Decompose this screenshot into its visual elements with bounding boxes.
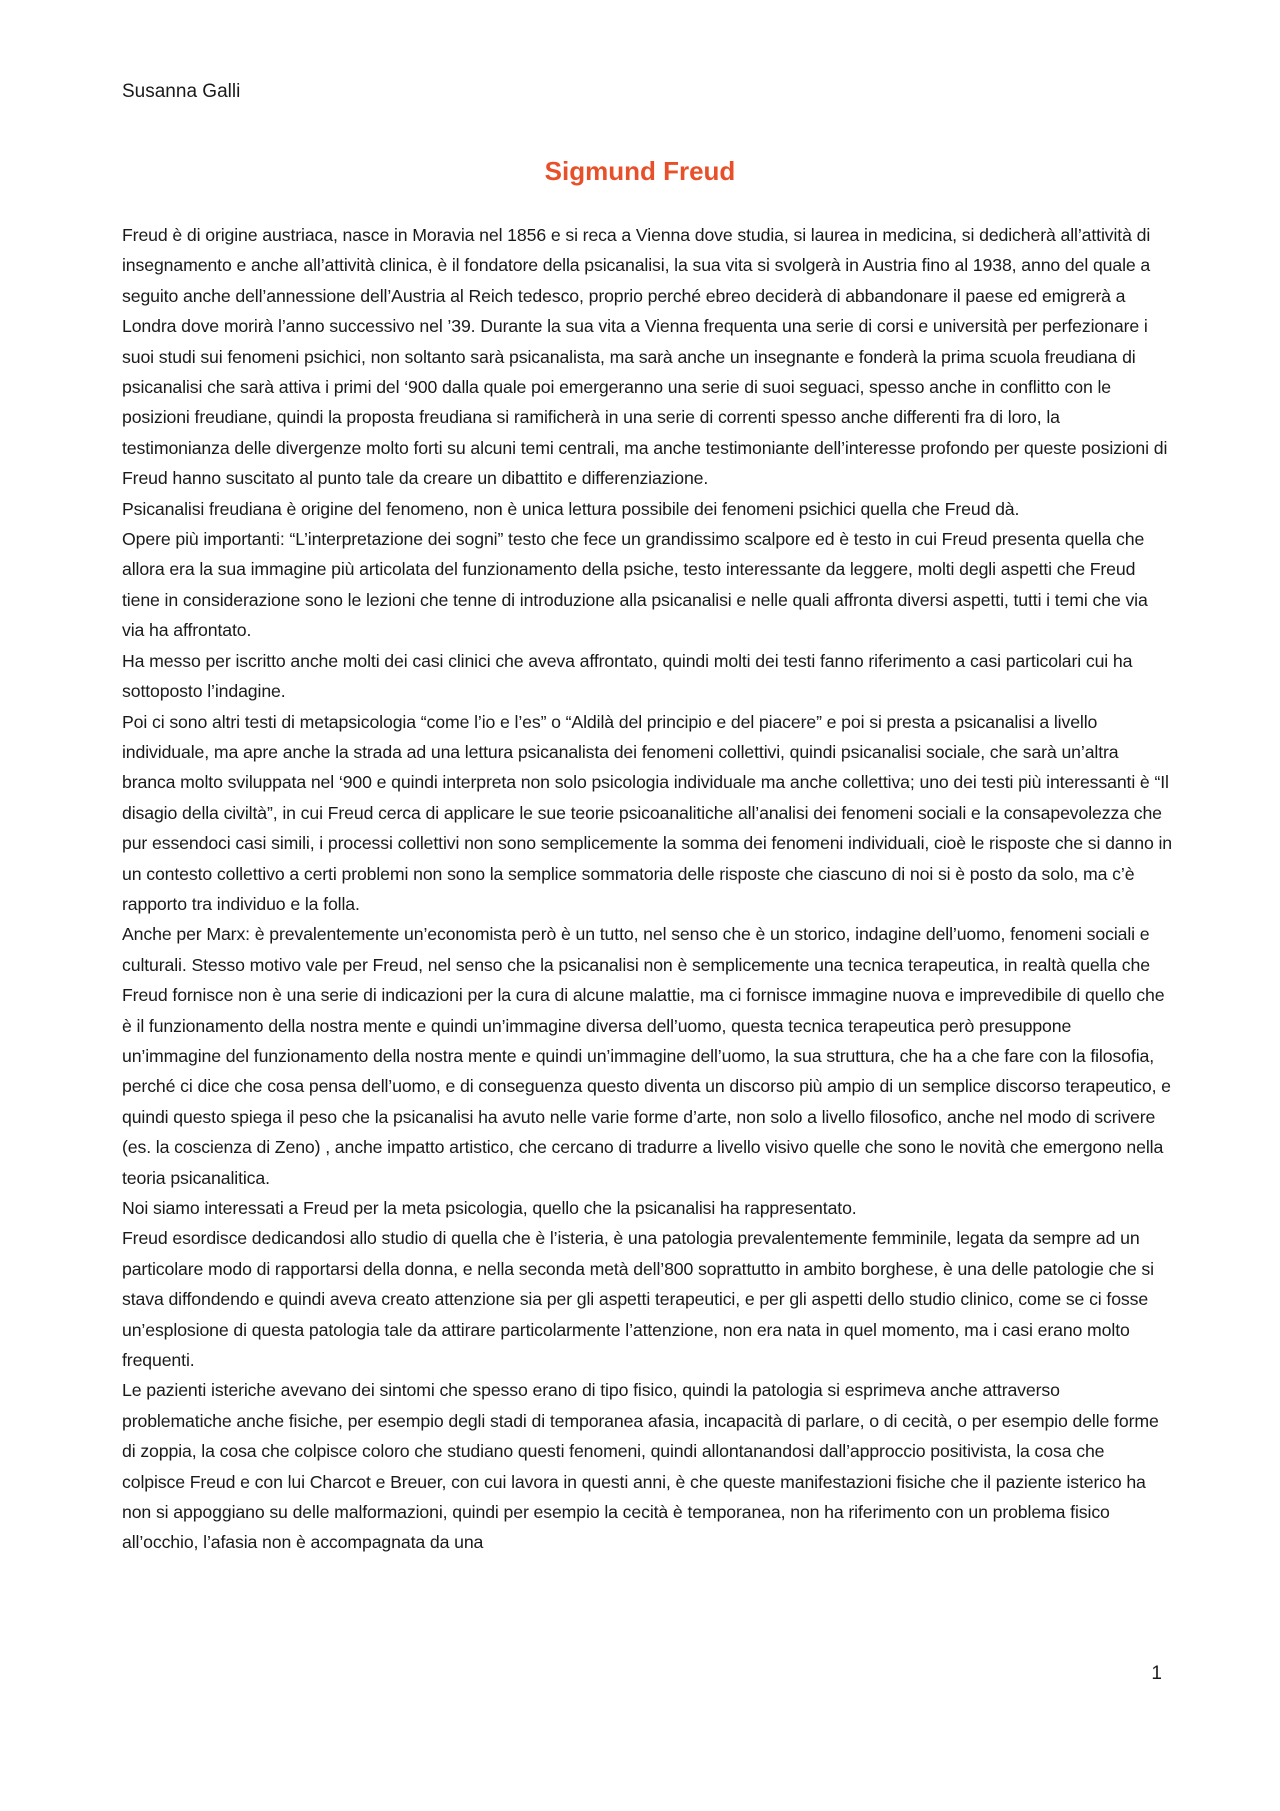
paragraph: Anche per Marx: è prevalentemente un’economista però è un tutto, nel senso che è un storico, indagine dell’uomo, fenomeni sociali e culturali. Stesso motivo vale per Freud, nel senso che la psicanalisi non è semplicemente una tecnica terapeutica, in realtà quella che Freud fornisce non è una serie di indicazioni per la cura di alcune malattie, ma ci fornisce immagine nuova e imprevedibile di quello che è il funzionamento della nostra mente e quindi un’immagine diversa dell’uomo, questa tecnica terapeutica però presuppone un’immagine del funzionamento della nostra mente e quindi un’immagine dell’uomo, la sua struttura, che ha a che fare con la filosofia, perché ci dice che cosa pensa dell’uomo, e di conseguenza questo diventa un discorso più ampio di un semplice discorso terapeutico, e quindi questo spiega il peso che la psicanalisi ha avuto nelle varie forme d’arte, non solo a livello filosofico, anche nel modo di scrivere (es. la coscienza di Zeno) , anche impatto artistico, che cercano di tradurre a livello visivo quelle che sono le novità che emergono nella teoria psicanalitica.	[122, 924, 1171, 1188]
paragraph: Freud è di origine austriaca, nasce in Moravia nel 1856 e si reca a Vienna dove studia, si laurea in medicina, si dedicherà all’attività di insegnamento e anche all’attività clinica, è il fondatore della psicanalisi, la sua vita si svolgerà in Austria fino al 1938, anno del quale a seguito anche dell’annessione dell’Austria al Reich tedesco, proprio perché ebreo deciderà di abbandonare il paese ed emigrerà a Londra dove morirà l’anno successivo nel ’39. Durante la sua vita a Vienna frequenta una serie di corsi e università per perfezionare i suoi studi sui fenomeni psichici, non soltanto sarà psicanalista, ma sarà anche un insegnante e fonderà la prima scuola freudiana di psicanalisi che sarà attiva i primi del ‘900 dalla quale poi emergeranno una serie di suoi seguaci, spesso anche in conflitto con le posizioni freudiane, quindi la proposta freudiana si ramificherà in una serie di correnti spesso anche differenti fra di loro, la testimonianza delle divergenze molto forti su alcuni temi centrali, ma anche testimoniante dell’interesse profondo per queste posizioni di Freud hanno suscitato al punto tale da creare un dibattito e differenziazione.	[122, 225, 1168, 489]
paragraph: Ha messo per iscritto anche molti dei casi clinici che aveva affrontato, quindi molti dei testi fanno riferimento a casi particolari cui ha sottoposto l’indagine.	[122, 650, 1133, 702]
document-body	[122, 220, 1172, 1558]
author-name: Susanna Galli	[122, 81, 241, 102]
paragraph: Noi siamo interessati a Freud per la meta psicologia, quello che la psicanalisi ha rappresentato.	[122, 1198, 857, 1218]
paragraph: Psicanalisi freudiana è origine del fenomeno, non è unica lettura possibile dei fenomeni psichici quella che Freud dà.	[122, 498, 1020, 519]
paragraph: Poi ci sono altri testi di metapsicologia “come l’io e l’es” o “Aldilà del principio e del piacere” e poi si presta a psicanalisi a livello individuale, ma apre anche la strada ad una lettura psicanalista dei fenomeni collettivi, quindi psicanalisi sociale, che sarà un’altra branca molto sviluppata nel ‘900 e quindi interpreta non solo psicologia individuale ma anche collettiva; uno dei testi più interessanti è “Il disagio della civiltà”, in cui Freud cerca di applicare le sue teorie psicoanalitiche all’analisi dei fenomeni sociali e la consapevolezza che pur essendoci casi simili, i processi collettivi non sono semplicemente la somma dei fenomeni individuali, cioè le risposte che si danno in un contesto collettivo a certi problemi non sono la semplice sommatoria delle risposte che ciascuno di noi si è posto da solo, ma c’è rapporto tra individuo e la folla.	[122, 711, 1173, 914]
page-number: 1	[1151, 1663, 1162, 1684]
document-title: Sigmund Freud	[544, 156, 736, 186]
paragraph: Freud esordisce dedicandosi allo studio di quella che è l’isteria, è una patologia prevalentemente femminile, legata da sempre ad un particolare modo di rapportarsi della donna, e nella seconda metà dell’800 soprattutto in ambito borghese, è una delle patologie che si stava diffondendo e quindi aveva creato attenzione sia per gli aspetti terapeutici, e per gli aspetti dello studio clinico, come se ci fosse un’esplosione di questa patologia tale da attirare particolarmente l’attenzione, non era nata in quel momento, ma i casi erano molto frequenti.	[122, 1228, 1154, 1371]
paragraph: Le pazienti isteriche avevano dei sintomi che spesso erano di tipo fisico, quindi la patologia si esprimeva anche attraverso problematiche anche fisiche, per esempio degli stadi di temporanea afasia, incapacità di parlare, o di cecità, o per esempio delle forme di zoppia, la cosa che colpisce coloro che studiano questi fenomeni, quindi allontanandosi dall’approccio positivista, la cosa che colpisce Freud e con lui Charcot e Breuer, con cui lavora in questi anni, è che queste manifestazioni fisiche che il paziente isterico ha non si appoggiano su delle malformazioni, quindi per esempio la cecità è temporanea, non ha riferimento con un problema fisico all’occhio, l’afasia non è accompagnata da una	[122, 1380, 1159, 1553]
paragraph: Opere più importanti: “L’interpretazione dei sogni” testo che fece un grandissimo scalpore ed è testo in cui Freud presenta quella che allora era la sua immagine più articolata del funzionamento della psiche, testo interessante da leggere, molti degli aspetti che Freud tiene in considerazione sono le lezioni che tenne di introduzione alla psicanalisi e nelle quali affronta diversi aspetti, tutti i temi che via via ha affrontato.	[122, 529, 1148, 641]
